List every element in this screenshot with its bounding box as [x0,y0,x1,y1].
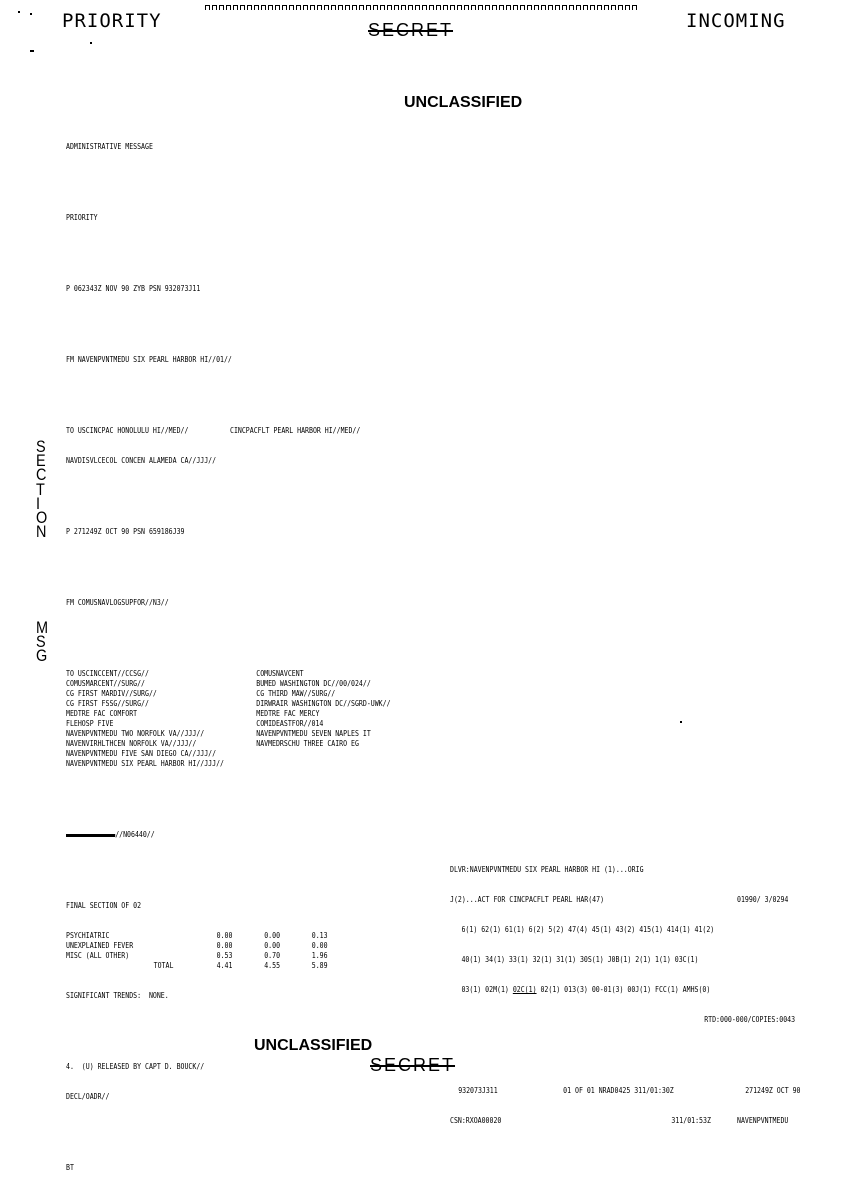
csn-line [450,1116,800,1126]
side-letter: E [36,451,46,471]
side-msg-label [36,618,49,666]
table-cell-v3: 5.89 [311,961,328,970]
declassification: DECL/OADR// [66,1092,110,1101]
addressee-row [66,729,391,739]
perforation-hole [219,5,224,10]
message-body [66,122,391,1183]
addressee-right: NAVMEDRSCHU THREE CAIRO EG [256,739,359,748]
scan-mark [90,42,92,44]
to-addressee-left: TO USCINCPAC HONOLULU HI//MED// [66,426,189,435]
perforation-hole [471,5,476,10]
perforation-hole [632,5,637,10]
classification-bottom: SECRET [370,1055,456,1075]
from-line: FM NAVENPVNTMEDU SIX PEARL HARBOR HI//01// [66,355,232,364]
perforation-hole [499,5,504,10]
perforation-hole [289,5,294,10]
table-label: MISC (ALL OTHER) [66,951,130,960]
addressee-left: TO USCINCCENT//CCSG// [66,669,149,678]
perforation-hole [205,5,210,10]
perforation-hole [373,5,378,10]
perforation-hole [611,5,616,10]
side-letter: S [36,632,46,652]
table-label: PSYCHIATRIC [66,931,110,940]
perforation-hole [394,5,399,10]
side-letter: S [36,437,46,456]
addressee-row [66,719,391,729]
addressee-left: CG FIRST FSSG//SURG// [66,699,149,708]
addressee-left: NAVENPVNTMEDU FIVE SAN DIEGO CA//JJJ// [66,749,217,758]
perforation-hole [422,5,427,10]
routing-block [450,845,800,1136]
perforation-hole [450,5,455,10]
perforation-hole [226,5,231,10]
perforation-hole [282,5,287,10]
addressee-row [66,679,391,689]
perforation-hole [387,5,392,10]
origin: NAVENPVNTMEDU [737,1116,789,1125]
perforation-hole [366,5,371,10]
perforation-hole [590,5,595,10]
table-row [66,931,391,941]
perforation-hole [555,5,560,10]
secret-reference-line [66,830,391,840]
addressee-left: FLEHOSP FIVE [66,719,114,728]
rtd-line: RTD:000-000/COPIES:0043 [704,1015,796,1024]
side-letter: M [36,618,49,637]
perforation-hole [240,5,245,10]
addressee-left: MEDTRE FAC COMFORT [66,709,138,718]
perforation-hole [310,5,315,10]
perforation-hole [254,5,259,10]
table-cell-v2: 0.00 [264,931,281,940]
perforation-hole [436,5,441,10]
routing-codes-2: 40(1) 34(1) 33(1) 32(1) 31(1) 30S(1) J0B(1) 2(1) 1(1) 03C(1) [461,955,699,964]
speck [680,721,682,723]
perforation-hole [513,5,518,10]
released-by: 4. (U) RELEASED BY CAPT D. BOUCK// [66,1062,205,1071]
csn: CSN:RXOA00020 [450,1116,502,1125]
perforation-hole [429,5,434,10]
unclassified-bottom: UNCLASSIFIED [254,1037,373,1054]
side-letter: I [36,493,41,513]
scan-mark [18,11,20,13]
addressee-row [66,699,391,709]
delivery-line: DLVR:NAVENPVNTMEDU SIX PEARL HARBOR HI (1)...ORIG [450,865,644,874]
addressee-right: MEDTRE FAC MERCY [256,709,320,718]
perforation-hole [583,5,588,10]
to-addressee-right: CINCPACFLT PEARL HARBOR HI//MED// [230,426,361,435]
addressee-left: NAVENPVNTMEDU SIX PEARL HARBOR HI//JJJ// [66,759,224,768]
perforation-hole [303,5,308,10]
message-type: ADMINISTRATIVE MESSAGE [66,142,153,151]
addressee-right: NAVENPVNTMEDU SEVEN NAPLES IT [256,729,371,738]
perforation-hole [352,5,357,10]
perforation-hole [457,5,462,10]
addressee-row [66,709,391,719]
perforation-hole [485,5,490,10]
perforation-hole [541,5,546,10]
action-left: J(2)...ACT FOR CINCPACFLT PEARL HAR(47) [450,895,605,904]
table-row [66,951,391,961]
table-cell-v2: 4.55 [264,961,281,970]
addressee-left: NAVENPVNTMEDU TWO NORFOLK VA//JJJ// [66,729,205,738]
to-line [66,426,391,436]
side-letter: O [36,508,48,528]
scan-mark [30,13,32,15]
underlined-code: 02C(1) [512,985,537,994]
classification-top: SECRET [368,20,454,40]
perforation-hole [520,5,525,10]
perforation-hole [331,5,336,10]
action-right: 01990/ 3/0294 [737,895,789,904]
table-cell-v2: 0.70 [264,951,281,960]
scan-mark [30,50,34,52]
unclassified-top: UNCLASSIFIED [404,94,523,111]
addressee-right: COMUSNAVCENT [256,669,304,678]
addressee-right: BUMED WASHINGTON DC//00/024// [256,679,371,688]
addressee-left: NAVENVIRHLTHCEN NORFOLK VA//JJJ// [66,739,197,748]
perforation-hole [534,5,539,10]
perforation-hole [618,5,623,10]
addressee-row [66,669,391,679]
table-row [66,961,391,971]
priority-header: PRIORITY [62,10,162,32]
perforation-hole [324,5,329,10]
perforation-hole [415,5,420,10]
table-cell-v1: 4.41 [216,961,233,970]
table-cell-v3: 0.00 [311,941,328,950]
perforation-hole [338,5,343,10]
side-letter: T [36,479,45,499]
perforation-hole [359,5,364,10]
perforation-hole [492,5,497,10]
table-label: UNEXPLAINED FEVER [66,941,134,950]
perforation-hole [506,5,511,10]
relay-line: P 271249Z OCT 90 PSN 659186J39 [66,527,185,536]
table-cell-v1: 0.00 [216,941,233,950]
perforation-hole [317,5,322,10]
routing-codes-1: 6(1) 62(1) 61(1) 6(2) 5(2) 47(4) 45(1) 43(2) 415(1) 414(1) 41(2) [461,925,715,934]
reference-line [450,1086,800,1096]
perforation-hole [443,5,448,10]
reference-right: 271249Z OCT 90 [745,1086,801,1095]
table-label: TOTAL [153,961,174,970]
addressee-list [66,669,391,769]
dtg-line: P 062343Z NOV 90 ZYB PSN 932073J11 [66,284,205,293]
table-cell-v1: 0.53 [216,951,233,960]
addressee-right: COMIDEASTFOR//014 [256,719,324,728]
perforation-hole [247,5,252,10]
addressee-right: DIRWRAIR WASHINGTON DC//SGRD-UWK// [256,699,391,708]
addressee-row [66,759,391,769]
addressee-right: CG THIRD MAW//SURG// [256,689,336,698]
side-letter: C [36,465,47,485]
perforation-hole [548,5,553,10]
perforation-hole [625,5,630,10]
perforation-hole [212,5,217,10]
table-cell-v2: 0.00 [264,941,281,950]
perforation-hole [597,5,602,10]
table-cell-v3: 1.96 [311,951,328,960]
side-letter: G [36,646,48,666]
final-section: FINAL SECTION OF 02 [66,901,142,910]
secret-reference: //N06440// [115,830,155,839]
side-letter: N [36,522,47,542]
table-cell-v3: 0.13 [311,931,328,940]
addressee-row [66,749,391,759]
perforation-hole [296,5,301,10]
perforation-hole [380,5,385,10]
perforation-hole [401,5,406,10]
perforation-hole [562,5,567,10]
perforation-hole [261,5,266,10]
addressee-left: CG FIRST MARDIV//SURG// [66,689,157,698]
routing-codes-3: 03(1) 02M(1) 02C(1) 02(1) 013(3) 00-01(3) 00J(1) FCC(1) AMHS(0) [461,985,711,994]
perforation-hole [576,5,581,10]
side-section-label [36,437,48,542]
reference-mid: 01 OF 01 NRAD0425 311/01:30Z [563,1086,674,1095]
perforation-hole [275,5,280,10]
perforation-strip [205,0,645,10]
precedence: PRIORITY [66,213,98,222]
perforation-hole [464,5,469,10]
redaction-bar [66,834,115,837]
to-addressee-line2: NAVDISVLCECOL CONCEN ALAMEDA CA//JJJ// [66,456,217,465]
perforation-hole [569,5,574,10]
reference-left: 932073J311 [458,1086,498,1095]
perforation-hole [268,5,273,10]
addressee-row [66,739,391,749]
incoming-header: INCOMING [686,10,786,32]
addressee-left: COMUSMARCENT//SURG// [66,679,145,688]
action-line [450,895,800,905]
table-row [66,941,391,951]
perforation-hole [408,5,413,10]
perforation-hole [233,5,238,10]
perforation-hole [478,5,483,10]
significant-trends: SIGNIFICANT TRENDS: NONE. [66,991,169,1000]
statistics-table [66,931,391,971]
perforation-hole [345,5,350,10]
addressee-row [66,689,391,699]
from-line-2: FM COMUSNAVLOGSUPFOR//N3// [66,598,169,607]
perforation-hole [604,5,609,10]
bt-marker: BT [66,1163,74,1172]
time-2: 311/01:53Z [671,1116,711,1125]
perforation-hole [527,5,532,10]
table-cell-v1: 0.00 [216,931,233,940]
